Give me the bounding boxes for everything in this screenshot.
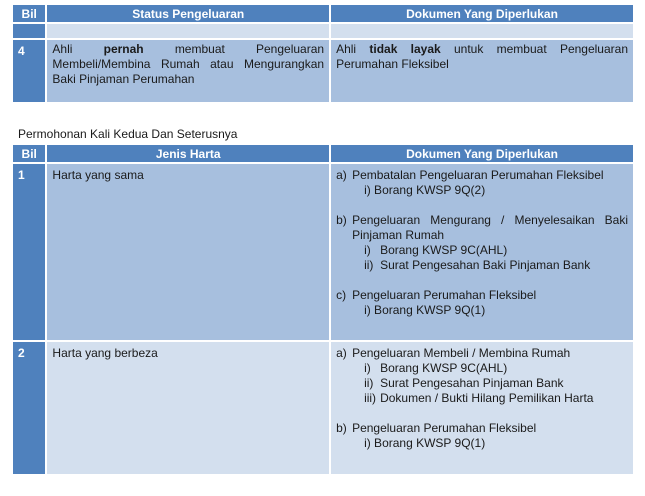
- sub-item: iii) Dokumen / Bukti Hilang Pemilikan Harta: [364, 391, 594, 405]
- header-status-pengeluaran: Status Pengeluaran: [47, 5, 329, 22]
- dokumen-cell: [331, 164, 633, 340]
- sub-item: i) Borang KWSP 9Q(1): [364, 436, 486, 450]
- jenis-harta-cell: Harta yang sama: [47, 164, 329, 340]
- status-cell: Ahli pernah membuat Pengeluaran Membeli/Membina Rumah atau Mengurangkan Baki Pinjaman Perumahan: [47, 40, 329, 102]
- header-bil: Bil: [13, 145, 45, 162]
- sub-item: i) Borang KWSP 9C(AHL): [364, 243, 508, 257]
- sub-item: ii) Surat Pengesahan Pinjaman Bank: [364, 376, 564, 390]
- dokumen-cell: Ahli tidak layak untuk membuat Pengeluaran Perumahan Fleksibel: [331, 40, 633, 102]
- dokumen-cell: [331, 342, 633, 474]
- row-bil: 4: [13, 40, 45, 102]
- table-jenis-harta: [11, 143, 635, 476]
- list-item: b) Pengeluaran Perumahan Fleksibel: [336, 421, 537, 435]
- list-item: a) Pembatalan Pengeluaran Perumahan Fleksibel: [336, 168, 604, 182]
- spacer-row: [13, 24, 633, 38]
- table-status-pengeluaran: [11, 3, 635, 104]
- list-item: b) Pengeluaran Mengurang / Menyelesaikan Baki Pinjaman Rumah: [336, 213, 628, 242]
- sub-item: i) Borang KWSP 9Q(1): [364, 303, 486, 317]
- row-bil: 1: [13, 164, 45, 340]
- header-dokumen: Dokumen Yang Diperlukan: [331, 145, 633, 162]
- table-header-row: [13, 5, 633, 22]
- sub-item: i) Borang KWSP 9Q(2): [364, 183, 486, 197]
- sub-item: ii) Surat Pengesahan Baki Pinjaman Bank: [364, 258, 591, 272]
- header-jenis-harta: Jenis Harta: [47, 145, 329, 162]
- table-header-row: [13, 145, 633, 162]
- list-item: a) Pengeluaran Membeli / Membina Rumah: [336, 346, 571, 360]
- table-row: [13, 342, 633, 474]
- sub-item: i) Borang KWSP 9C(AHL): [364, 361, 508, 375]
- header-bil: Bil: [13, 5, 45, 22]
- section-caption: Permohonan Kali Kedua Dan Seterusnya: [18, 127, 238, 141]
- row-bil: 2: [13, 342, 45, 474]
- header-dokumen: Dokumen Yang Diperlukan: [331, 5, 633, 22]
- list-item: c) Pengeluaran Perumahan Fleksibel: [336, 288, 537, 302]
- table-row: [13, 40, 633, 102]
- jenis-harta-cell: Harta yang berbeza: [47, 342, 329, 474]
- table-row: [13, 164, 633, 340]
